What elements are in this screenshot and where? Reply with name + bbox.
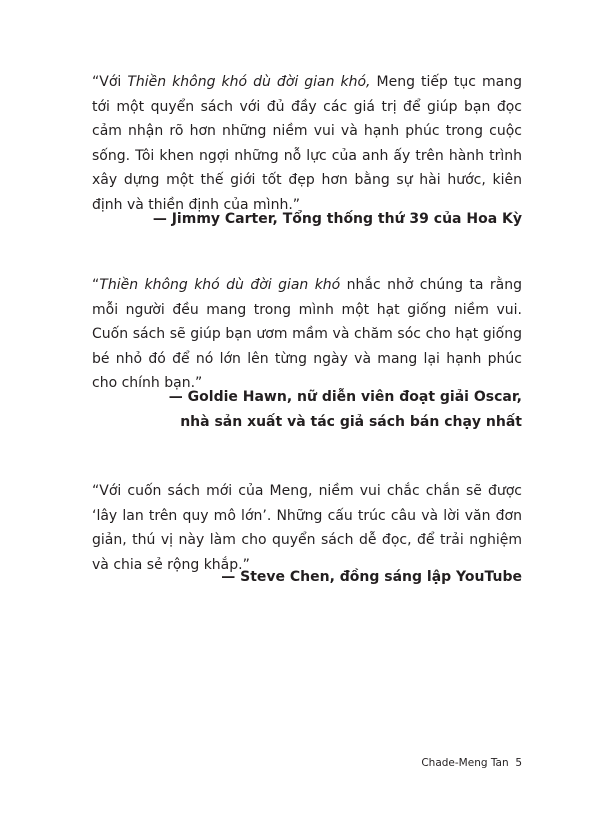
- page-number: 5: [515, 757, 522, 769]
- quote-3-text: “Với cuốn sách mới của Meng, niềm vui chắc chắn sẽ được ‘lây lan trên quy mô lớn’. Những cấu trúc câu và lời văn đơn giản, thú vị này làm cho quyển sách dễ đọc, để trải nghiệm và chia sẻ rộng khắp.”: [92, 483, 522, 573]
- quote-1-text: Meng tiếp tục mang tới một quyển sách với đủ đầy các giá trị để giúp bạn đọc cảm nhận rõ hơn những niềm vui và hạnh phúc trong cuộc sống. Tôi khen ngợi những nỗ lực của anh ấy trên hành trình xây dựng một thế giới tốt đẹp hơn bằng sự hài hước, kiên định và thiền định của mình.”: [92, 74, 522, 213]
- quote-2: [92, 273, 522, 396]
- attribution-line: — Steve Chen, đồng sáng lập YouTube: [221, 569, 522, 585]
- attribution-line: nhà sản xuất và tác giả sách bán chạy nhất: [180, 413, 522, 430]
- quote-2-attribution: [92, 385, 522, 434]
- quote-2-text: nhắc nhở chúng ta rằng mỗi người đều mang trong mình một hạt giống niềm vui. Cuốn sách sẽ giúp bạn ươm mầm và chăm sóc cho hạt giống bé nhỏ đó để nó lớn lên từng ngày và mang lại hạnh phúc cho chính bạn.”: [92, 277, 522, 392]
- quote-2-open: “: [92, 277, 100, 293]
- quote-3-attribution: [92, 565, 522, 590]
- quote-1-attribution: [92, 207, 522, 232]
- attribution-line: — Goldie Hawn, nữ diễn viên đoạt giải Oscar,: [168, 389, 522, 405]
- quote-1: [92, 70, 522, 218]
- quote-1-book-title: Thiền không khó dù đời gian khó,: [127, 74, 371, 90]
- quote-1-open: “Với: [92, 74, 128, 90]
- footer-author: Chade-Meng Tan: [421, 757, 509, 769]
- attribution-line: — Jimmy Carter, Tổng thống thứ 39 của Hoa Kỳ: [152, 211, 522, 227]
- quote-3: [92, 479, 522, 577]
- page-footer: [421, 757, 522, 769]
- quote-2-book-title: Thiền không khó dù đời gian khó: [99, 277, 341, 293]
